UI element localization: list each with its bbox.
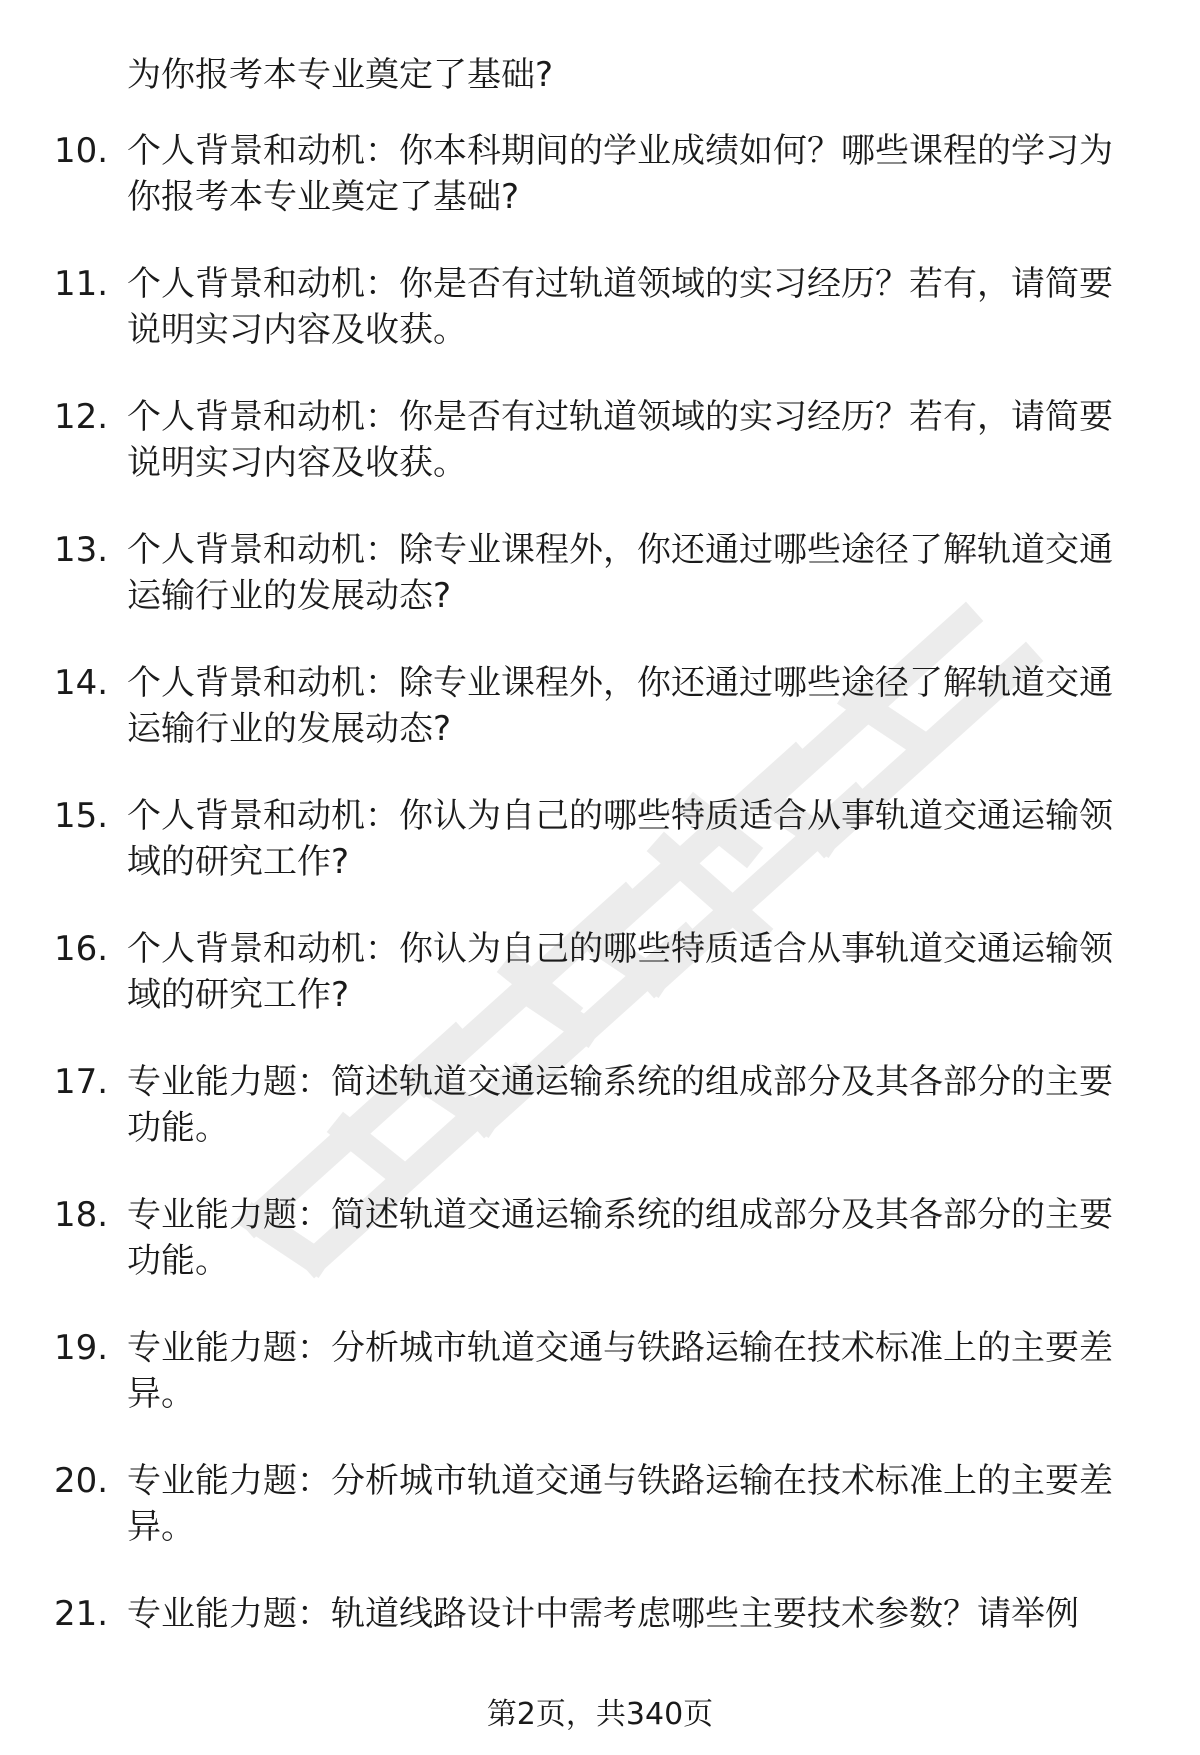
question-number: 16. — [54, 929, 109, 969]
question-number: 18. — [54, 1195, 109, 1235]
question-item — [0, 128, 1200, 261]
question-number: 13. — [54, 530, 109, 570]
continuation-text: 为你报考本专业奠定了基础? — [127, 55, 554, 95]
question-item — [0, 793, 1200, 926]
question-text: 个人背景和动机：你是否有过轨道领域的实习经历？若有，请简要说明实习内容及收获。 — [127, 264, 1113, 350]
question-number: 15. — [54, 796, 109, 836]
question-text: 个人背景和动机：你是否有过轨道领域的实习经历？若有，请简要说明实习内容及收获。 — [127, 397, 1113, 483]
question-text: 专业能力题：分析城市轨道交通与铁路运输在技术标准上的主要差异。 — [127, 1461, 1113, 1547]
question-item — [0, 394, 1200, 527]
question-number: 14. — [54, 663, 109, 703]
question-text: 个人背景和动机：你本科期间的学业成绩如何？哪些课程的学习为你报考本专业奠定了基础? — [127, 131, 1113, 217]
question-number: 21. — [54, 1594, 109, 1634]
question-text: 专业能力题：简述轨道交通运输系统的组成部分及其各部分的主要功能。 — [127, 1062, 1113, 1148]
question-item — [0, 527, 1200, 660]
question-item — [0, 1192, 1200, 1325]
question-number: 17. — [54, 1062, 109, 1102]
question-item — [0, 1059, 1200, 1192]
question-text: 专业能力题：分析城市轨道交通与铁路运输在技术标准上的主要差异。 — [127, 1328, 1113, 1414]
question-item — [0, 660, 1200, 793]
question-number: 11. — [54, 264, 109, 304]
page-footer: 第2页，共340页 — [486, 1697, 714, 1732]
question-text: 个人背景和动机：你认为自己的哪些特质适合从事轨道交通运输领域的研究工作? — [127, 929, 1113, 1015]
question-text: 个人背景和动机：你认为自己的哪些特质适合从事轨道交通运输领域的研究工作? — [127, 796, 1113, 882]
question-text: 专业能力题：简述轨道交通运输系统的组成部分及其各部分的主要功能。 — [127, 1195, 1113, 1281]
question-item — [0, 1458, 1200, 1591]
question-number: 20. — [54, 1461, 109, 1501]
question-number: 10. — [54, 131, 109, 171]
question-text: 个人背景和动机：除专业课程外，你还通过哪些途径了解轨道交通运输行业的发展动态? — [127, 530, 1113, 616]
question-text: 专业能力题：轨道线路设计中需考虑哪些主要技术参数？请举例 — [127, 1594, 1079, 1634]
question-list — [0, 128, 1200, 1724]
question-text: 个人背景和动机：除专业课程外，你还通过哪些途径了解轨道交通运输行业的发展动态? — [127, 663, 1113, 749]
question-item — [0, 261, 1200, 394]
question-item — [0, 1325, 1200, 1458]
question-number: 12. — [54, 397, 109, 437]
question-number: 19. — [54, 1328, 109, 1368]
question-item — [0, 926, 1200, 1059]
